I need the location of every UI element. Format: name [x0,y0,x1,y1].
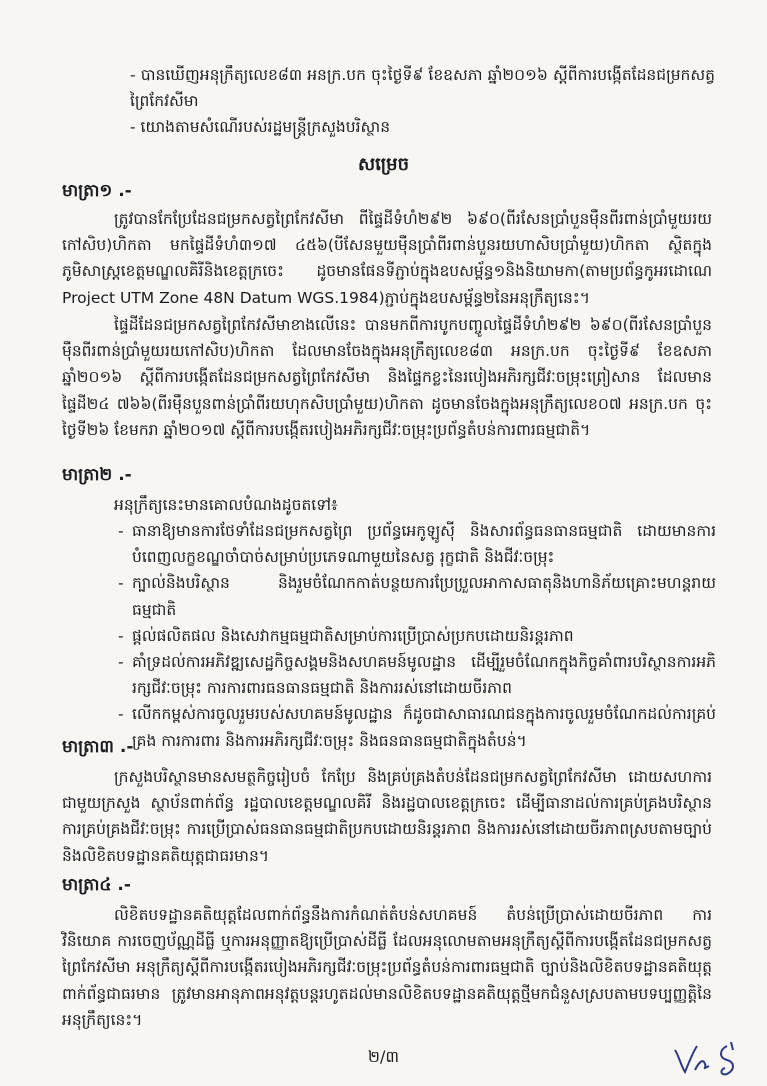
list-item: - គាំទ្រដល់ការអភិវឌ្ឍសេដ្ឋកិច្ចសង្គមនិងសហគមន៍មូលដ្ឋាន ដើម្បីរួមចំណែកក្នុងកិច្ចគាំពារបរិស្ថានការអភិរក្សជីវៈចម្រុះ ការការពារធនធានធម្មជាតិ និងការរស់នៅដោយចីរភាព [118,653,716,698]
preamble-line-2: - យោងតាមសំណើរបស់រដ្ឋមន្ត្រីក្រសួងបរិស្ថាន [130,118,391,136]
list-item: - លើកកម្ពស់ការចូលរួមរបស់សហគមន៍មូលដ្ឋាន ក៏ដូចជាសាធារណជនក្នុងការចូលរួមចំណែកដល់ការគ្រប់គ្រង ការការពារ និងការអភិរក្សជីវៈចម្រុះ និងធនធានធម្មជាតិក្នុងតំបន់។ [118,705,716,750]
preamble-line-1: - បានឃើញអនុក្រឹត្យលេខ៨៣ អនក្រ.បក ចុះថ្ងៃទី៩ ខែឧសភា ឆ្នាំ២០១៦ ស្តីពីការបង្កើតដែនជម្រកសត្វព្រៃកែវសីមា [130,66,715,111]
article-1-paragraph-2: ផ្ទៃដីដែនជម្រកសត្វព្រៃកែវសីមាខាងលើនេះ បានមកពីការបូកបញ្ចូលផ្ទៃដីទំហំ២៩២ ៦៩០(ពីរសែនប្រាំបួនម៉ឺនពីរពាន់ប្រាំមួយរយកៅសិប)ហិកតា ដែលមានចែងក្នុងអនុក្រឹត្យលេខ៨៣ អនក្រ.បក ចុះថ្ងៃទី៩ ខែឧសភា ឆ្នាំ២០១៦ ស្តីពីការបង្កើតដែនជម្រកសត្វព្រៃកែវសីមា និងផ្ទៃកខ្លះនៃរបៀងអភិរក្សជីវៈចម្រុះព្រៀសាន ដែលមានផ្ទៃដី២៤ ៧៦៦(ពីរម៉ឺនបួនពាន់ប្រាំពីរយហុកសិបប្រាំមួយ)ហិកតា ដូចមានចែងក្នុងអនុក្រឹត្យលេខ០៧ អនក្រ.បក ចុះថ្ងៃទី២៦ ខែមករា ឆ្នាំ២០១៧ ស្តីពីការបង្កើតរបៀងអភិរក្សជីវៈចម្រុះប្រព័ន្ធតំបន់ការពារធម្មជាតិ។ [62,316,712,439]
article-4-heading: មាត្រា៤ .- [62,875,131,895]
article-2-heading: មាត្រា២ .- [62,465,132,485]
list-item: - ផ្តល់ផលិតផល និងសេវាកម្មធម្មជាតិសម្រាប់ការប្រើប្រាស់ប្រកបដោយនិរន្តរភាព [118,626,574,645]
decision-title: សម្រេច [357,154,410,175]
article-1-paragraph-1: ត្រូវបានកែប្រែដែនជម្រកសត្វព្រៃកែវសីមា ពីផ្ទៃដីទំហំ២៩២ ៦៩០(ពីរសែនប្រាំបួនម៉ឺនពីរពាន់ប្រាំមួយរយកៅសិប)ហិកតា មកផ្ទៃដីទំហំ៣១៧ ៤៥៦(បីសែនមួយម៉ឺនប្រាំពីរពាន់បួនរយហាសិបប្រាំមួយ)ហិកតា ស្ថិតក្នុងភូមិសាស្ត្រខេត្តមណ្ឌលគិរីនិងខេត្តក្រចេះ ដូចមានផែនទីភ្ជាប់ក្នុងឧបសម្ព័ន្ធ១និងនិយាមកា(តាមប្រព័ន្ធកូអរដោណេ Project UTM Zone 48N Datum WGS.1984)ភ្ជាប់ក្នុងឧបសម្ព័ន្ធ២នៃអនុក្រឹត្យនេះ។ [62,210,712,307]
article-4-paragraph: លិខិតបទដ្ឋានគតិយុត្តដែលពាក់ព័ន្ធនឹងការកំណត់តំបន់សហគមន៍ តំបន់ប្រើប្រាស់ដោយចីរភាព ការវិនិយោគ ការចេញប័ណ្ណដីធ្លី ឬការអនុញ្ញាតឱ្យប្រើប្រាស់ដីធ្លី ដែលអនុលោមតាមអនុក្រឹត្យស្តីពីការបង្កើតដែនជម្រកសត្វព្រៃកែវសីមា អនុក្រឹត្យស្តីពីការបង្កើតរបៀងអភិរក្សជីវៈចម្រុះប្រព័ន្ធតំបន់ការពារធម្មជាតិ ច្បាប់និងលិខិតបទដ្ឋានគតិយុត្តពាក់ព័ន្ធជាធរមាន ត្រូវមានអានុភាពអនុវត្តបន្តរហូតដល់មានលិខិតបទដ្ឋានគតិយុត្តថ្មីមកជំនួសស្របតាមបទប្បញ្ញត្តិនៃអនុក្រឹត្យនេះ។ [62,906,712,1029]
article-1-heading: មាត្រា១ .- [62,181,132,201]
signature-initials-image [671,1036,751,1080]
list-item: - ក្បាល់និងបរិស្ថាន និងរួមចំណែកកាត់បន្ថយការប្រែប្រួលអាកាសធាតុនិងហានិភ័យគ្រោះមហន្តរាយធម្មជាតិ [118,574,716,619]
article-2-intro: អនុក្រឹត្យនេះមានគោលបំណងដូចតទៅ៖ [114,496,338,514]
article-3-paragraph: ក្រសួងបរិស្ថានមានសមត្ថកិច្ចរៀបចំ កែប្រែ និងគ្រប់គ្រងតំបន់ដែនជម្រកសត្វព្រៃកែវសីមា ដោយសហការជាមួយក្រសួង ស្ថាប័នពាក់ព័ន្ធ រដ្ឋបាលខេត្តមណ្ឌលគិរី និងរដ្ឋបាលខេត្តក្រចេះ ដើម្បីធានាដល់ការគ្រប់គ្រងបរិស្ថាន ការគ្រប់គ្រងជីវៈចម្រុះ ការប្រើប្រាស់ធនធានធម្មជាតិប្រកបដោយនិរន្តរភាព និងការរស់នៅដោយចីរភាពស្របតាមច្បាប់និងលិខិតបទដ្ឋានគតិយុត្តជាធរមាន។ [62,768,712,865]
list-item: - ធានាឱ្យមានការថែទាំដែនជម្រកសត្វព្រៃ ប្រព័ន្ធអេកូឡូស៊ី និងសារព័ន្ធធនធានធម្មជាតិ ដោយមានការបំពេញលក្ខខណ្ឌចាំបាច់សម្រាប់ប្រភេទណាមួយនៃសត្វ រុក្ខជាតិ និងជីវៈចម្រុះ [118,522,716,567]
page-number: ២/៣ [367,1047,400,1066]
article-2-objectives-list [118,518,716,754]
article-3-heading: មាត្រា៣ .- [62,737,134,757]
